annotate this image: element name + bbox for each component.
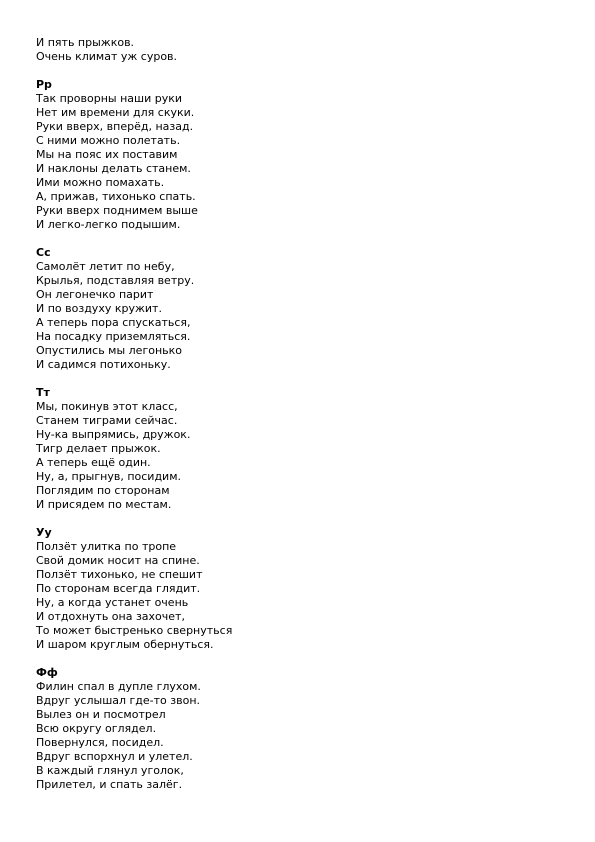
poem-line: Тигр делает прыжок. xyxy=(36,442,161,455)
poem-line: Самолёт летит по небу, xyxy=(36,260,175,273)
spacer xyxy=(36,64,576,78)
poem-line: Ну-ка выпрямись, дружок. xyxy=(36,428,191,441)
section-heading: Рр xyxy=(36,78,52,91)
poem-line: Всю округу оглядел. xyxy=(36,722,157,735)
poem-line: Повернулся, посидел. xyxy=(36,736,164,749)
spacer xyxy=(36,512,576,526)
poem-line: Так проворны наши руки xyxy=(36,92,183,105)
poem-line: Он легонечко парит xyxy=(36,288,154,301)
poem-line: И по воздуху кружит. xyxy=(36,302,162,315)
poem-line: А, прижав, тихонько спать. xyxy=(36,190,196,203)
section-heading: Сс xyxy=(36,246,51,259)
spacer xyxy=(36,232,576,246)
poem-line: А теперь ещё один. xyxy=(36,456,151,469)
poem-line: Мы на пояс их поставим xyxy=(36,148,178,161)
poem-line: Опустились мы легонько xyxy=(36,344,183,357)
poem-line: И наклоны делать станем. xyxy=(36,162,191,175)
poem-line: Вылез он и посмотрел xyxy=(36,708,166,721)
poem-line: Мы, покинув этот класс, xyxy=(36,400,178,413)
poem-line: С ними можно полетать. xyxy=(36,134,181,147)
section-heading: Фф xyxy=(36,666,58,679)
poem-line: Вдруг вспорхнул и улетел. xyxy=(36,750,193,763)
document-page xyxy=(36,36,576,792)
poem-line: Вдруг услышал где-то звон. xyxy=(36,694,201,707)
poem-line: И садимся потихоньку. xyxy=(36,358,171,371)
poem-line: Филин спал в дупле глухом. xyxy=(36,680,201,693)
poem-line: Ползёт улитка по тропе xyxy=(36,540,177,553)
poem-line: И легко-легко подышим. xyxy=(36,218,181,231)
poem-line: И шаром круглым обернуться. xyxy=(36,638,214,651)
poem-line: Прилетел, и спать залёг. xyxy=(36,778,183,791)
poem-line: А теперь пора спускаться, xyxy=(36,316,191,329)
poem-line: Нет им времени для скуки. xyxy=(36,106,195,119)
poem-line: По сторонам всегда глядит. xyxy=(36,582,201,595)
poem-line: Ну, а когда устанет очень xyxy=(36,596,189,609)
intro-line: Очень климат уж суров. xyxy=(36,50,178,63)
poem-line: Ну, а, прыгнув, посидим. xyxy=(36,470,181,483)
poem-line: Свой домик носит на спине. xyxy=(36,554,200,567)
poem-line: На посадку приземляться. xyxy=(36,330,191,343)
intro-line: И пять прыжков. xyxy=(36,36,135,49)
spacer xyxy=(36,372,576,386)
poem-line: Поглядим по сторонам xyxy=(36,484,170,497)
poem-line: Ползёт тихонько, не спешит xyxy=(36,568,203,581)
poem-line: Крылья, подставляя ветру. xyxy=(36,274,195,287)
poem-line: И отдохнуть она захочет, xyxy=(36,610,185,623)
poem-line: И присядем по местам. xyxy=(36,498,172,511)
spacer xyxy=(36,652,576,666)
section-heading: Тт xyxy=(36,386,50,399)
section-heading: Уу xyxy=(36,526,52,539)
poem-line: Станем тиграми сейчас. xyxy=(36,414,178,427)
poem-line: Руки вверх, вперёд, назад. xyxy=(36,120,194,133)
poem-line: Руки вверх поднимем выше xyxy=(36,204,198,217)
poem-line: Ими можно помахать. xyxy=(36,176,165,189)
poem-line: То может быстренько свернуться xyxy=(36,624,233,637)
poem-line: В каждый глянул уголок, xyxy=(36,764,184,777)
